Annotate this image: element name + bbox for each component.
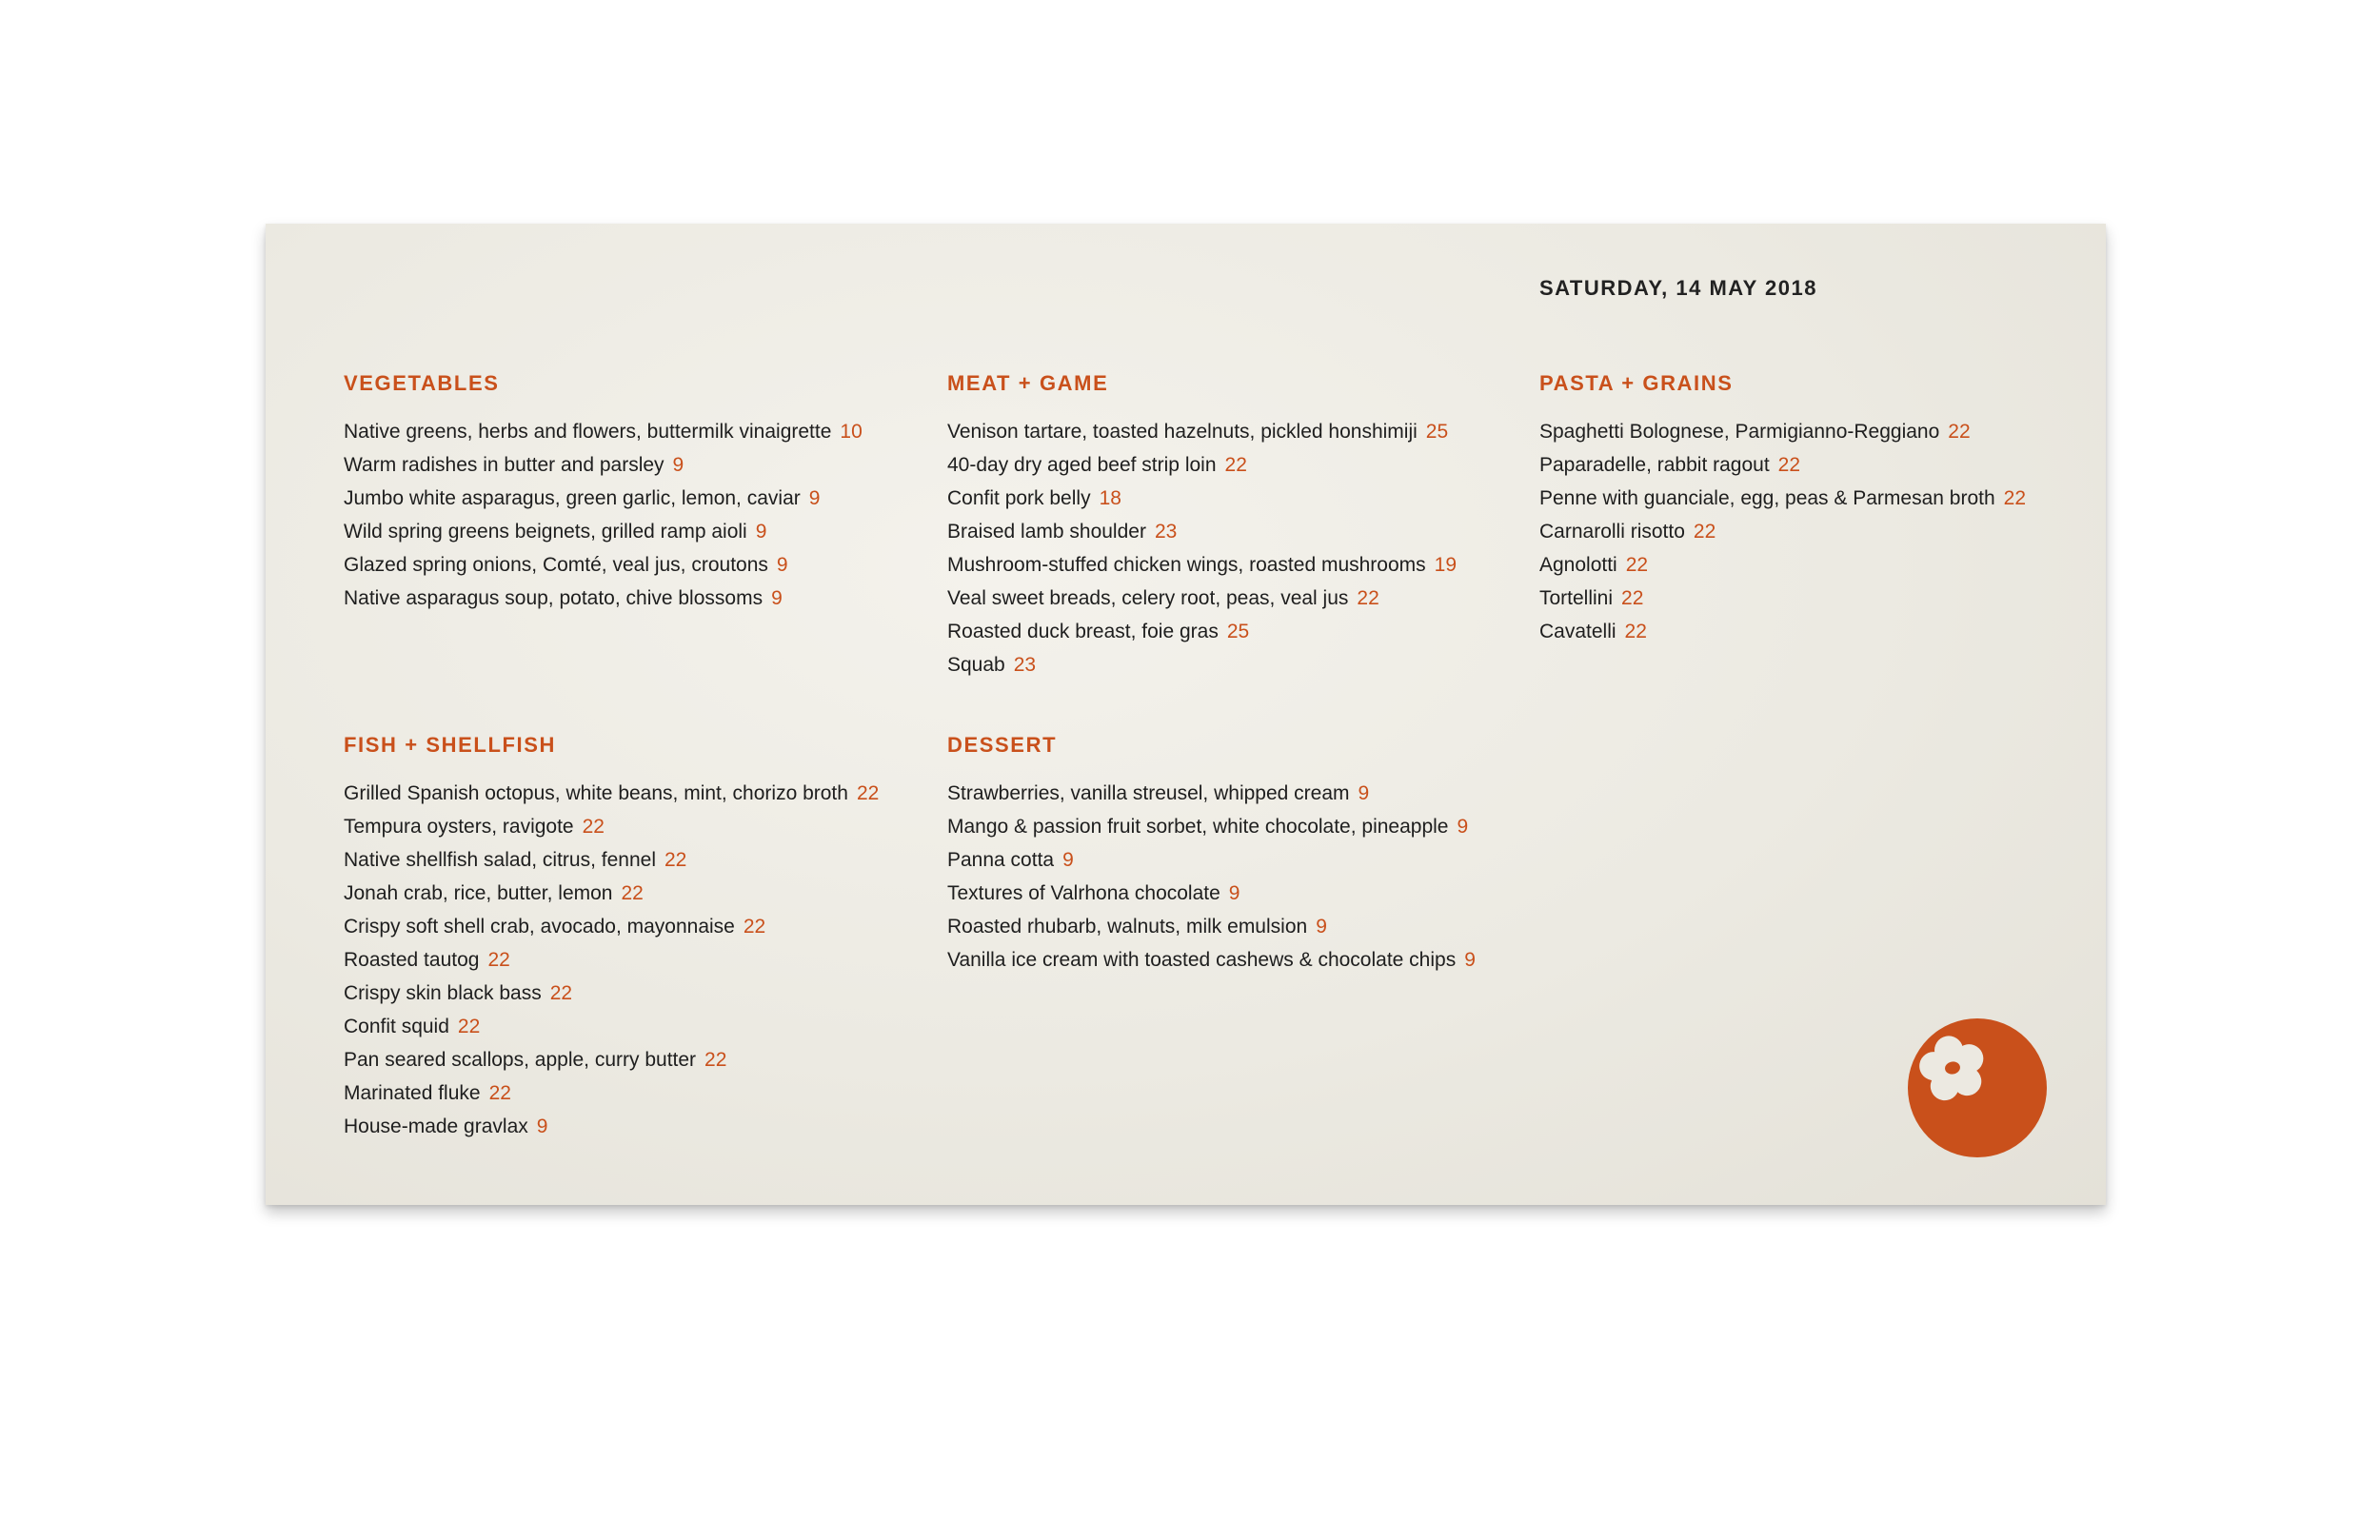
- menu-item: [947, 810, 1476, 843]
- dish-name: Native greens, herbs and flowers, buttermilk vinaigrette: [344, 421, 832, 443]
- dish-name: Spaghetti Bolognese, Parmigianno-Reggiano: [1539, 421, 1940, 443]
- dish-name: Braised lamb shoulder: [947, 521, 1146, 543]
- menu-item-list: [947, 415, 1457, 681]
- menu-item: [344, 843, 879, 877]
- menu-item: [344, 810, 879, 843]
- menu-item: [344, 515, 863, 548]
- dish-name: Confit pork belly: [947, 487, 1091, 509]
- dish-name: Pan seared scallops, apple, curry butter: [344, 1049, 697, 1071]
- dish-name: Agnolotti: [1539, 554, 1617, 576]
- menu-item: [947, 615, 1457, 648]
- dish-name: House-made gravlax: [344, 1116, 528, 1137]
- dish-price: 22: [664, 849, 687, 871]
- dish-name: Strawberries, vanilla streusel, whipped cream: [947, 782, 1350, 804]
- menu-item: [947, 482, 1457, 515]
- dish-name: Jonah crab, rice, butter, lemon: [344, 882, 613, 904]
- dish-price: 22: [1357, 587, 1379, 609]
- menu-item: [947, 515, 1457, 548]
- menu-item: [947, 943, 1476, 977]
- section-vegetables: [344, 366, 863, 615]
- menu-item: [344, 482, 863, 515]
- menu-item: [947, 448, 1457, 482]
- menu-item: [1539, 582, 2026, 615]
- dish-price: 22: [621, 882, 644, 904]
- dish-price: 22: [856, 782, 880, 804]
- menu-item: [344, 1076, 879, 1110]
- dish-name: Panna cotta: [947, 849, 1055, 871]
- dish-price: 9: [1228, 882, 1240, 904]
- menu-item: [344, 1043, 879, 1076]
- menu-item: [947, 582, 1457, 615]
- dish-name: Native shellfish salad, citrus, fennel: [344, 849, 656, 871]
- dish-name: Roasted rhubarb, walnuts, milk emulsion: [947, 916, 1308, 938]
- dish-price: 9: [755, 521, 767, 543]
- menu-item: [1539, 448, 2026, 482]
- dish-price: 19: [1434, 554, 1458, 576]
- dish-name: Textures of Valrhona chocolate: [947, 882, 1220, 904]
- dish-price: 9: [1358, 782, 1370, 804]
- flower-circle-icon: [1908, 1018, 2047, 1157]
- section-title: PASTA + GRAINS: [1539, 371, 1734, 395]
- menu-item: [344, 910, 879, 943]
- dish-price: 22: [1621, 587, 1644, 609]
- dish-price: 22: [549, 982, 573, 1004]
- dish-name: Vanilla ice cream with toasted cashews & chocolate chips: [947, 949, 1457, 971]
- section-fish-shellfish: [344, 728, 879, 1143]
- dish-price: 10: [840, 421, 863, 443]
- dish-name: Warm radishes in butter and parsley: [344, 454, 664, 476]
- dish-name: Jumbo white asparagus, green garlic, lemon, caviar: [344, 487, 801, 509]
- dish-price: 22: [1777, 454, 1801, 476]
- dish-price: 22: [1224, 454, 1247, 476]
- dish-name: Veal sweet breads, celery root, peas, veal jus: [947, 587, 1349, 609]
- dish-price: 9: [1457, 816, 1469, 838]
- dish-price: 18: [1099, 487, 1121, 509]
- dish-name: Tempura oysters, ravigote: [344, 816, 574, 838]
- menu-item: [947, 415, 1457, 448]
- menu-item: [947, 843, 1476, 877]
- dish-price: 22: [457, 1016, 481, 1037]
- menu-item: [344, 548, 863, 582]
- menu-date: SATURDAY, 14 MAY 2018: [1539, 276, 1817, 300]
- menu-item-list: [947, 777, 1476, 977]
- dish-name: Mango & passion fruit sorbet, white chocolate, pineapple: [947, 816, 1449, 838]
- dish-price: 9: [776, 554, 788, 576]
- dish-price: 9: [808, 487, 821, 509]
- dish-name: Paparadelle, rabbit ragout: [1539, 454, 1770, 476]
- menu-item: [1539, 615, 2026, 648]
- section-title: MEAT + GAME: [947, 371, 1109, 395]
- menu-item-list: [344, 777, 879, 1143]
- dish-name: Grilled Spanish octopus, white beans, mint, chorizo broth: [344, 782, 848, 804]
- menu-item: [947, 548, 1457, 582]
- dish-price: 23: [1013, 654, 1037, 676]
- dish-price: 22: [1624, 621, 1647, 642]
- menu-item: [1539, 515, 2026, 548]
- dish-price: 22: [488, 1082, 511, 1104]
- menu-item: [947, 877, 1476, 910]
- dish-price: 22: [2003, 487, 2027, 509]
- section-title: FISH + SHELLFISH: [344, 733, 557, 757]
- dish-price: 22: [1948, 421, 1971, 443]
- dish-price: 9: [672, 454, 684, 476]
- menu-item: [1539, 415, 2026, 448]
- dish-price: 9: [1062, 849, 1074, 871]
- dish-name: Glazed spring onions, Comté, veal jus, croutons: [344, 554, 768, 576]
- dish-price: 9: [1464, 949, 1476, 971]
- dish-name: Roasted tautog: [344, 949, 480, 971]
- menu-item: [344, 415, 863, 448]
- dish-name: Roasted duck breast, foie gras: [947, 621, 1219, 642]
- dish-price: 25: [1226, 621, 1250, 642]
- dish-name: Crispy skin black bass: [344, 982, 542, 1004]
- dish-price: 23: [1154, 521, 1178, 543]
- dish-name: Wild spring greens beignets, grilled ramp aioli: [344, 521, 747, 543]
- dish-name: 40-day dry aged beef strip loin: [947, 454, 1217, 476]
- menu-item: [344, 777, 879, 810]
- menu-item: [1539, 548, 2026, 582]
- dish-price: 22: [487, 949, 510, 971]
- menu-item: [344, 943, 879, 977]
- menu-item-list: [344, 415, 863, 615]
- menu-item: [344, 877, 879, 910]
- dish-price: 22: [1693, 521, 1716, 543]
- menu-item: [344, 448, 863, 482]
- section-dessert: [947, 728, 1476, 977]
- dish-price: 22: [1625, 554, 1649, 576]
- dish-name: Crispy soft shell crab, avocado, mayonnaise: [344, 916, 735, 938]
- menu-item: [947, 648, 1457, 681]
- menu-item: [344, 1110, 879, 1143]
- section-title: VEGETABLES: [344, 371, 500, 395]
- section-title: DESSERT: [947, 733, 1058, 757]
- dish-name: Carnarolli risotto: [1539, 521, 1685, 543]
- menu-item: [1539, 482, 2026, 515]
- dish-price: 22: [743, 916, 766, 938]
- dish-price: 22: [704, 1049, 727, 1071]
- menu-item-list: [1539, 415, 2026, 648]
- dish-price: 25: [1425, 421, 1449, 443]
- menu-item: [947, 777, 1476, 810]
- menu-item: [947, 910, 1476, 943]
- dish-price: 9: [1316, 916, 1327, 938]
- dish-name: Marinated fluke: [344, 1082, 481, 1104]
- menu-card: [266, 224, 2106, 1205]
- dish-price: 9: [536, 1116, 548, 1137]
- dish-name: Mushroom-stuffed chicken wings, roasted mushrooms: [947, 554, 1426, 576]
- dish-price: 9: [771, 587, 783, 609]
- dish-name: Tortellini: [1539, 587, 1614, 609]
- menu-item: [344, 582, 863, 615]
- dish-name: Native asparagus soup, potato, chive blossoms: [344, 587, 764, 609]
- dish-price: 22: [582, 816, 605, 838]
- section-pasta-grains: [1539, 366, 2026, 648]
- section-meat-game: [947, 366, 1457, 681]
- dish-name: Penne with guanciale, egg, peas & Parmesan broth: [1539, 487, 1995, 509]
- dish-name: Cavatelli: [1539, 621, 1616, 642]
- dish-name: Confit squid: [344, 1016, 449, 1037]
- dish-name: Venison tartare, toasted hazelnuts, pickled honshimiji: [947, 421, 1418, 443]
- menu-item: [344, 977, 879, 1010]
- dish-name: Squab: [947, 654, 1005, 676]
- menu-item: [344, 1010, 879, 1043]
